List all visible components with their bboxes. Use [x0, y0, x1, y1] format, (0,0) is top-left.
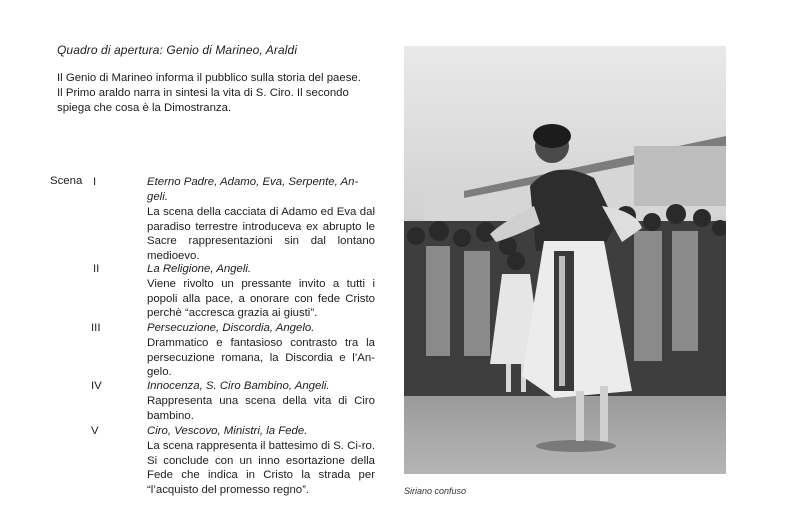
- scene-numeral: I: [93, 176, 97, 188]
- photo-illustration: [404, 46, 726, 474]
- scene-description: La scena della cacciata di Adamo ed Eva dal paradiso terrestre introduceva ex abrupto le Sacre rappresentazioni sin dal lontano medioevo.: [147, 206, 375, 262]
- scene-title: Innocenza, S. Ciro Bambino, Angeli.: [147, 380, 330, 392]
- scene-numeral: II: [93, 263, 100, 275]
- scene-numeral: IV: [91, 380, 102, 392]
- intro-paragraph: [57, 71, 387, 116]
- intro-line: Il Genio di Marineo informa il pubblico sulla storia del paese.: [57, 72, 361, 84]
- scene-description: Rappresenta una scena della vita di Ciro bambino.: [147, 395, 375, 422]
- section-heading: Quadro di apertura: Genio di Marineo, Araldi: [57, 43, 298, 57]
- scene-title: Persecuzione, Discordia, Angelo.: [147, 322, 315, 334]
- scene-title: Eterno Padre, Adamo, Eva, Serpente, An-geli.: [147, 176, 359, 203]
- scene-title: Ciro, Vescovo, Ministri, la Fede.: [147, 425, 308, 437]
- photograph: [404, 46, 726, 474]
- scene-numeral: V: [91, 425, 99, 437]
- intro-line: spiega che cosa è la Dimostranza.: [57, 102, 232, 114]
- scene-title: La Religione, Angeli.: [147, 263, 252, 275]
- scene-numeral: III: [91, 322, 101, 334]
- photo-caption: Siriano confuso: [404, 486, 467, 496]
- scene-description: La scena rappresenta il battesimo di S. Ci-ro. Si conclude con un inno esortazione della Fede che indica in Cristo la strada per “l’acquisto del promesso regno”.: [147, 440, 375, 496]
- scene-description: Viene rivolto un pressante invito a tutti i popoli alla pace, a onorare con fede Cristo perchè “accresca grazia ai giusti”.: [147, 278, 375, 320]
- intro-line: Il Primo araldo narra in sintesi la vita di S. Ciro. Il secondo: [57, 87, 349, 99]
- scena-label: Scena: [50, 175, 83, 187]
- scene-description: Drammatico e fantasioso contrasto tra la persecuzione romana, la Discordia e l’An-gelo.: [147, 337, 375, 379]
